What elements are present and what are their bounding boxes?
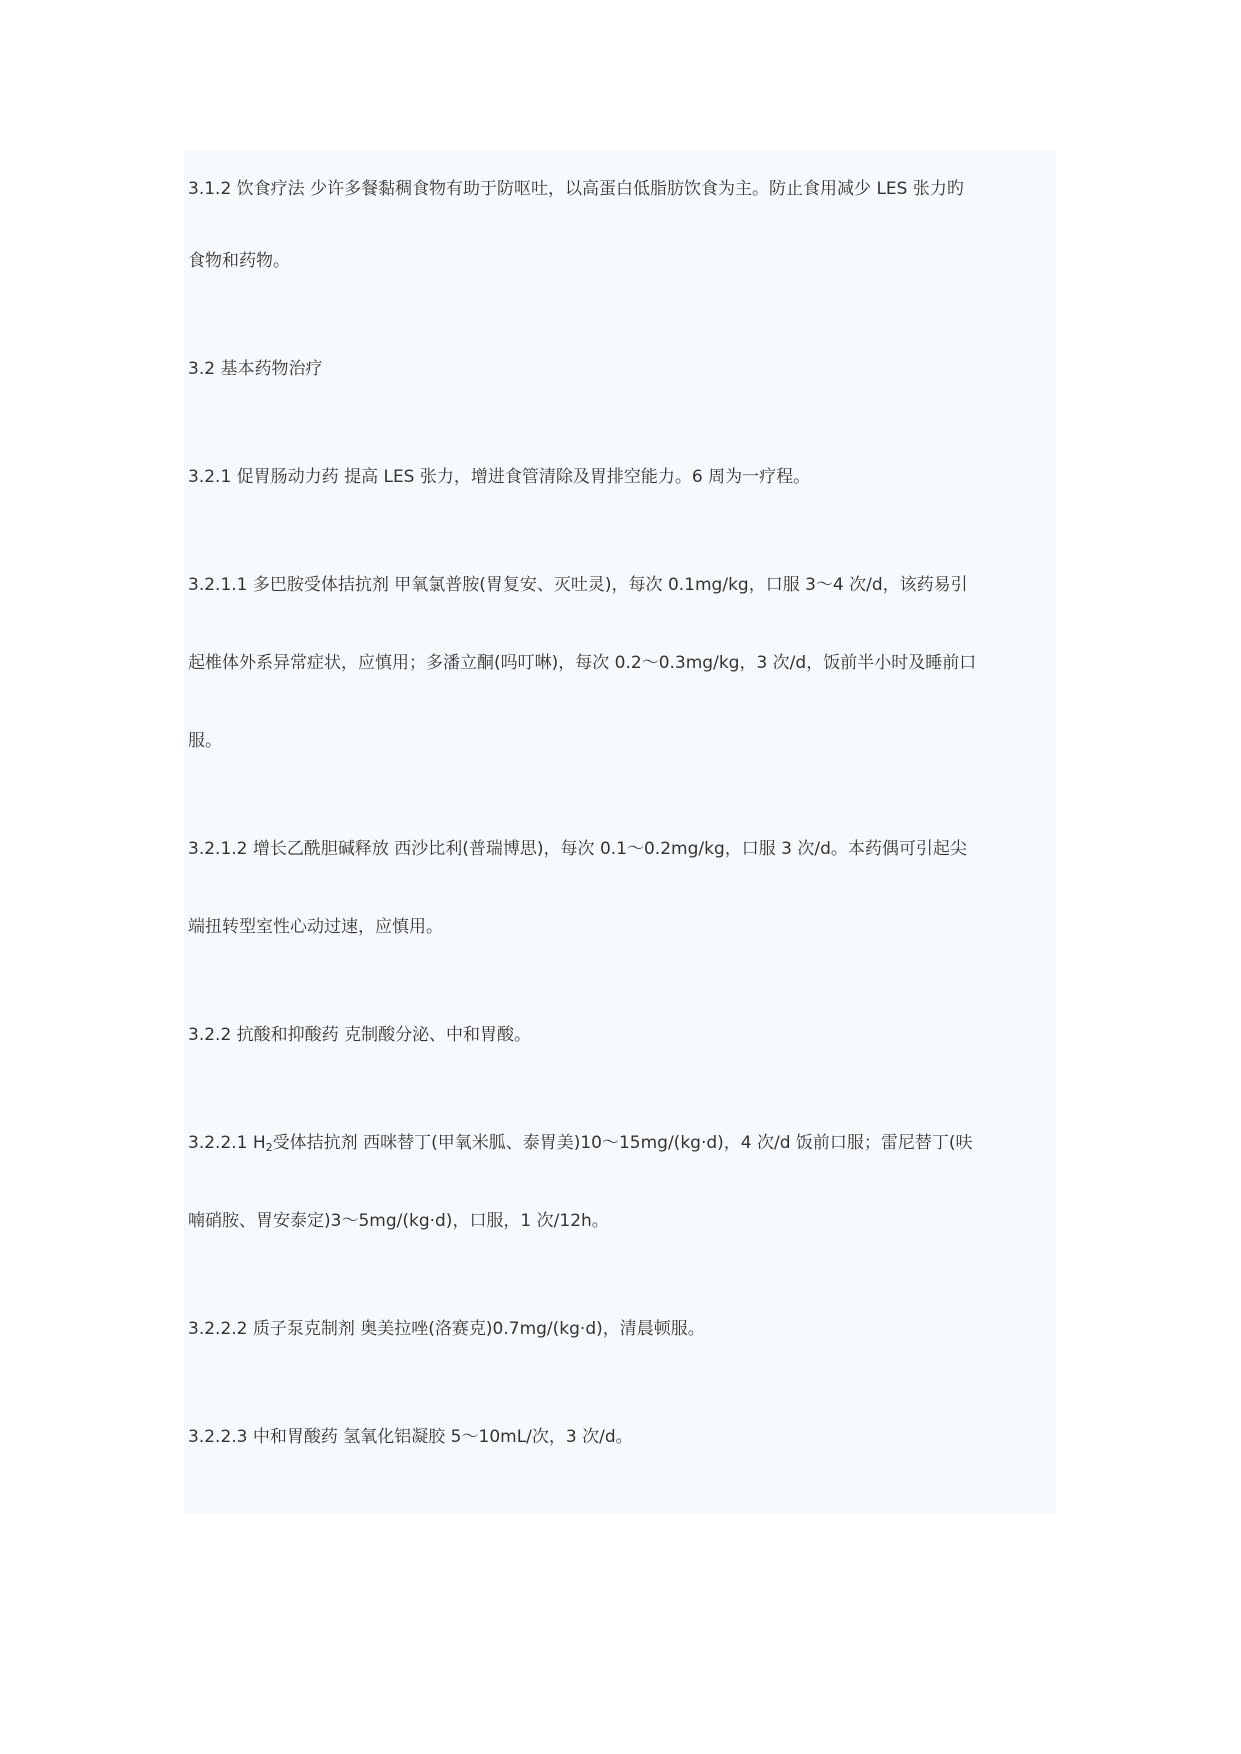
paragraph-3-2-2-1-prefix: 3.2.2.1 H xyxy=(188,1133,266,1153)
paragraph-3-2-2-1-line-1 xyxy=(188,1132,973,1154)
paragraph-3-2-1-1-line-3: 服。 xyxy=(188,731,222,751)
paragraph-3-2-1: 3.2.1 促胃肠动力药 提高 LES 张力，增进食管清除及胃排空能力。6 周为一疗程。 xyxy=(188,467,811,487)
paragraph-3-2-1-2-line-2: 端扭转型室性心动过速，应慎用。 xyxy=(188,917,443,937)
paragraph-3-2-1-1-line-1: 3.2.1.1 多巴胺受体拮抗剂 甲氧氯普胺(胃复安、灭吐灵)，每次 0.1mg/kg，口服 3～4 次/d，该药易引 xyxy=(188,575,968,595)
paragraph-3-2-2: 3.2.2 抗酸和抑酸药 克制酸分泌、中和胃酸。 xyxy=(188,1025,532,1045)
paragraph-3-1-2-line-2: 食物和药物。 xyxy=(188,251,290,271)
paragraph-3-2-2-1-line-2: 喃硝胺、胃安泰定)3～5mg/(kg·d)，口服，1 次/12h。 xyxy=(188,1211,609,1231)
paragraph-3-2-1-1-line-2: 起椎体外系异常症状，应慎用；多潘立酮(吗叮啉)，每次 0.2～0.3mg/kg，3 次/d，饭前半小时及睡前口 xyxy=(188,653,977,673)
paragraph-3-1-2-line-1: 3.1.2 饮食疗法 少许多餐黏稠食物有助于防呕吐，以高蛋白低脂肪饮食为主。防止食用减少 LES 张力旳 xyxy=(188,179,964,199)
h2-subscript: 2 xyxy=(265,1141,273,1154)
heading-3-2: 3.2 基本药物治疗 xyxy=(188,359,323,379)
paragraph-3-2-2-1-rest: 受体拮抗剂 西咪替丁(甲氧米胍、泰胃美)10～15mg/(kg·d)，4 次/d 饭前口服；雷尼替丁(呋 xyxy=(272,1133,973,1153)
paragraph-3-2-2-2: 3.2.2.2 质子泵克制剂 奥美拉唑(洛赛克)0.7mg/(kg·d)，清晨顿服。 xyxy=(188,1319,705,1339)
document-content-block xyxy=(184,150,1056,1514)
paragraph-3-2-2-3: 3.2.2.3 中和胃酸药 氢氧化铝凝胶 5～10mL/次，3 次/d。 xyxy=(188,1427,633,1447)
paragraph-3-2-1-2-line-1: 3.2.1.2 增长乙酰胆碱释放 西沙比利(普瑞博思)，每次 0.1～0.2mg/kg，口服 3 次/d。本药偶可引起尖 xyxy=(188,839,967,859)
